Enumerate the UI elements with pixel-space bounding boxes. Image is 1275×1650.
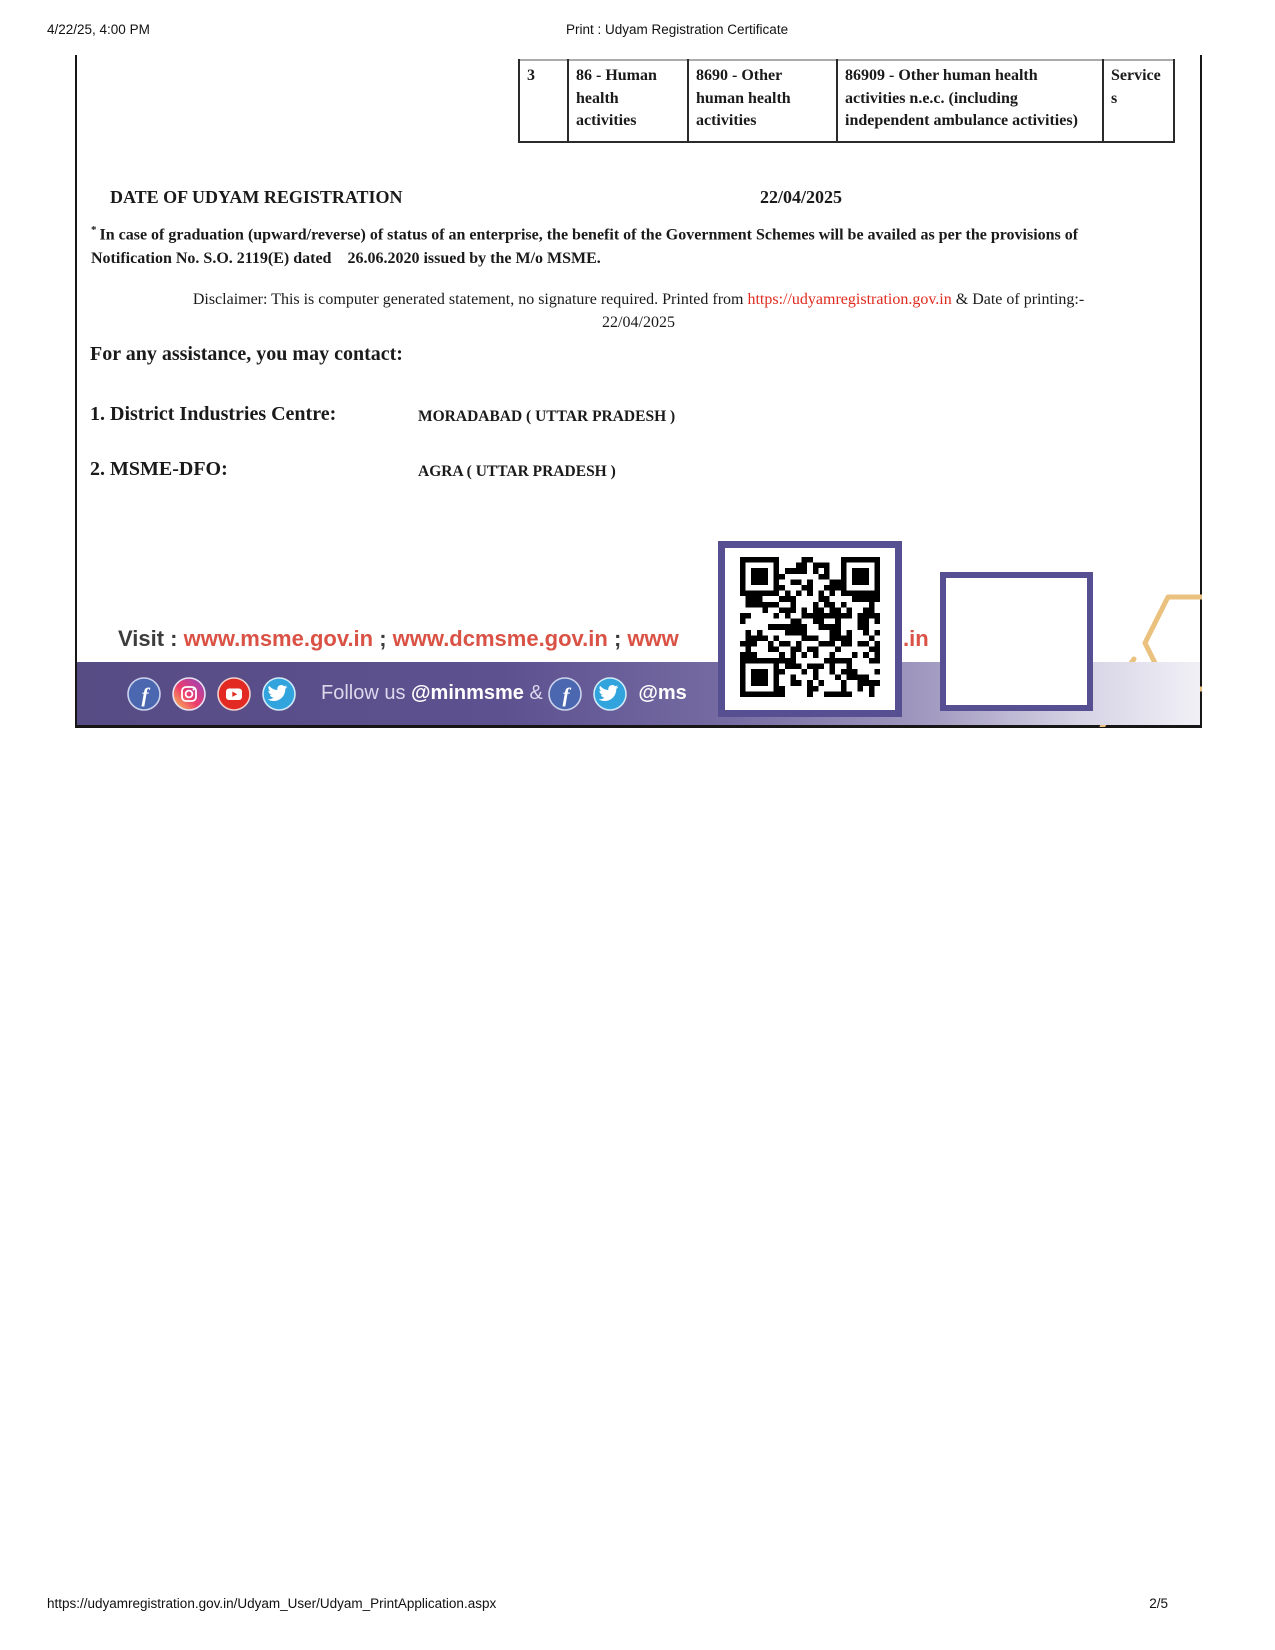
printing-date: 22/04/2025 [602,314,675,331]
svg-text:f: f [141,682,149,707]
print-page-indicator: 2/5 [1149,1596,1168,1611]
certificate-content-box [75,55,1202,728]
third-link-suffix: .in [903,626,929,651]
assistance-heading: For any assistance, you may contact: [90,343,403,365]
print-footer-url: https://udyamregistration.gov.in/Udyam_User/Udyam_PrintApplication.aspx [47,1596,497,1611]
contact-value-msme-dfo: AGRA ( UTTAR PRADESH ) [418,463,616,480]
asterisk-marker: * [91,224,97,236]
twitter-icon[interactable] [593,677,627,711]
twitter-icon[interactable] [262,677,296,711]
cell-nic-4digit: 8690 - Other human health activities [688,60,837,142]
contact-label-msme-dfo: 2. MSME-DFO: [90,458,228,480]
udyam-registration-link[interactable]: https://udyamregistration.gov.in [747,291,952,308]
contact-label-dic: 1. District Industries Centre: [90,403,337,425]
print-title: Print : Udyam Registration Certificate [566,22,789,37]
msme-link[interactable]: www.msme.gov.in [183,626,374,651]
follow-us-text: Follow us [321,682,412,704]
print-datetime: 4/22/25, 4:00 PM [47,22,150,37]
graduation-note [91,223,1135,270]
facebook-icon[interactable] [127,677,161,711]
nic-activity-table [518,59,1175,143]
qr-pattern [740,557,880,702]
secondary-handle-partial: @ms [638,682,687,704]
disclaimer-line [77,291,1200,309]
instagram-icon[interactable] [172,677,206,711]
svg-text:f: f [562,682,570,707]
disclaimer-suffix: & Date of printing:- [951,291,1085,308]
graduation-note-text: In case of graduation (upward/reverse) of status of an enterprise, the benefit of the Government Schemes will be availed as per the provisions of Notification No. S.O. 2119(E) dated 26.06.2020 issued by the M/o MSME. [91,226,1083,267]
visit-label: Visit : [118,626,184,651]
qr-code [718,541,902,717]
cell-nic-2digit: 86 - Human health activities [568,60,688,142]
visit-links-line [118,626,679,652]
link-separator: ; [373,626,393,651]
facebook-icon[interactable] [548,677,582,711]
registration-date-label: DATE OF UDYAM REGISTRATION [110,187,403,207]
registration-date-value: 22/04/2025 [760,187,843,207]
table-row [519,60,1174,142]
dcmsme-link[interactable]: www.dcmsme.gov.in [392,626,608,651]
youtube-icon[interactable] [217,677,251,711]
cell-nic-5digit: 86909 - Other human health activities n.e.c. (including independent ambulance activities) [837,60,1103,142]
link-separator: ; [607,626,628,651]
third-link-partial[interactable]: www [627,626,679,651]
cell-activity: Services [1103,60,1174,142]
contact-value-dic: MORADABAD ( UTTAR PRADESH ) [418,408,676,425]
minmsme-handle: @minmsme [411,682,524,704]
ampersand-text: & [523,682,549,704]
empty-placeholder-box [940,572,1093,711]
disclaimer-prefix: Disclaimer: This is computer generated statement, no signature required. Printed from [192,291,748,308]
cell-sno: 3 [519,60,568,142]
